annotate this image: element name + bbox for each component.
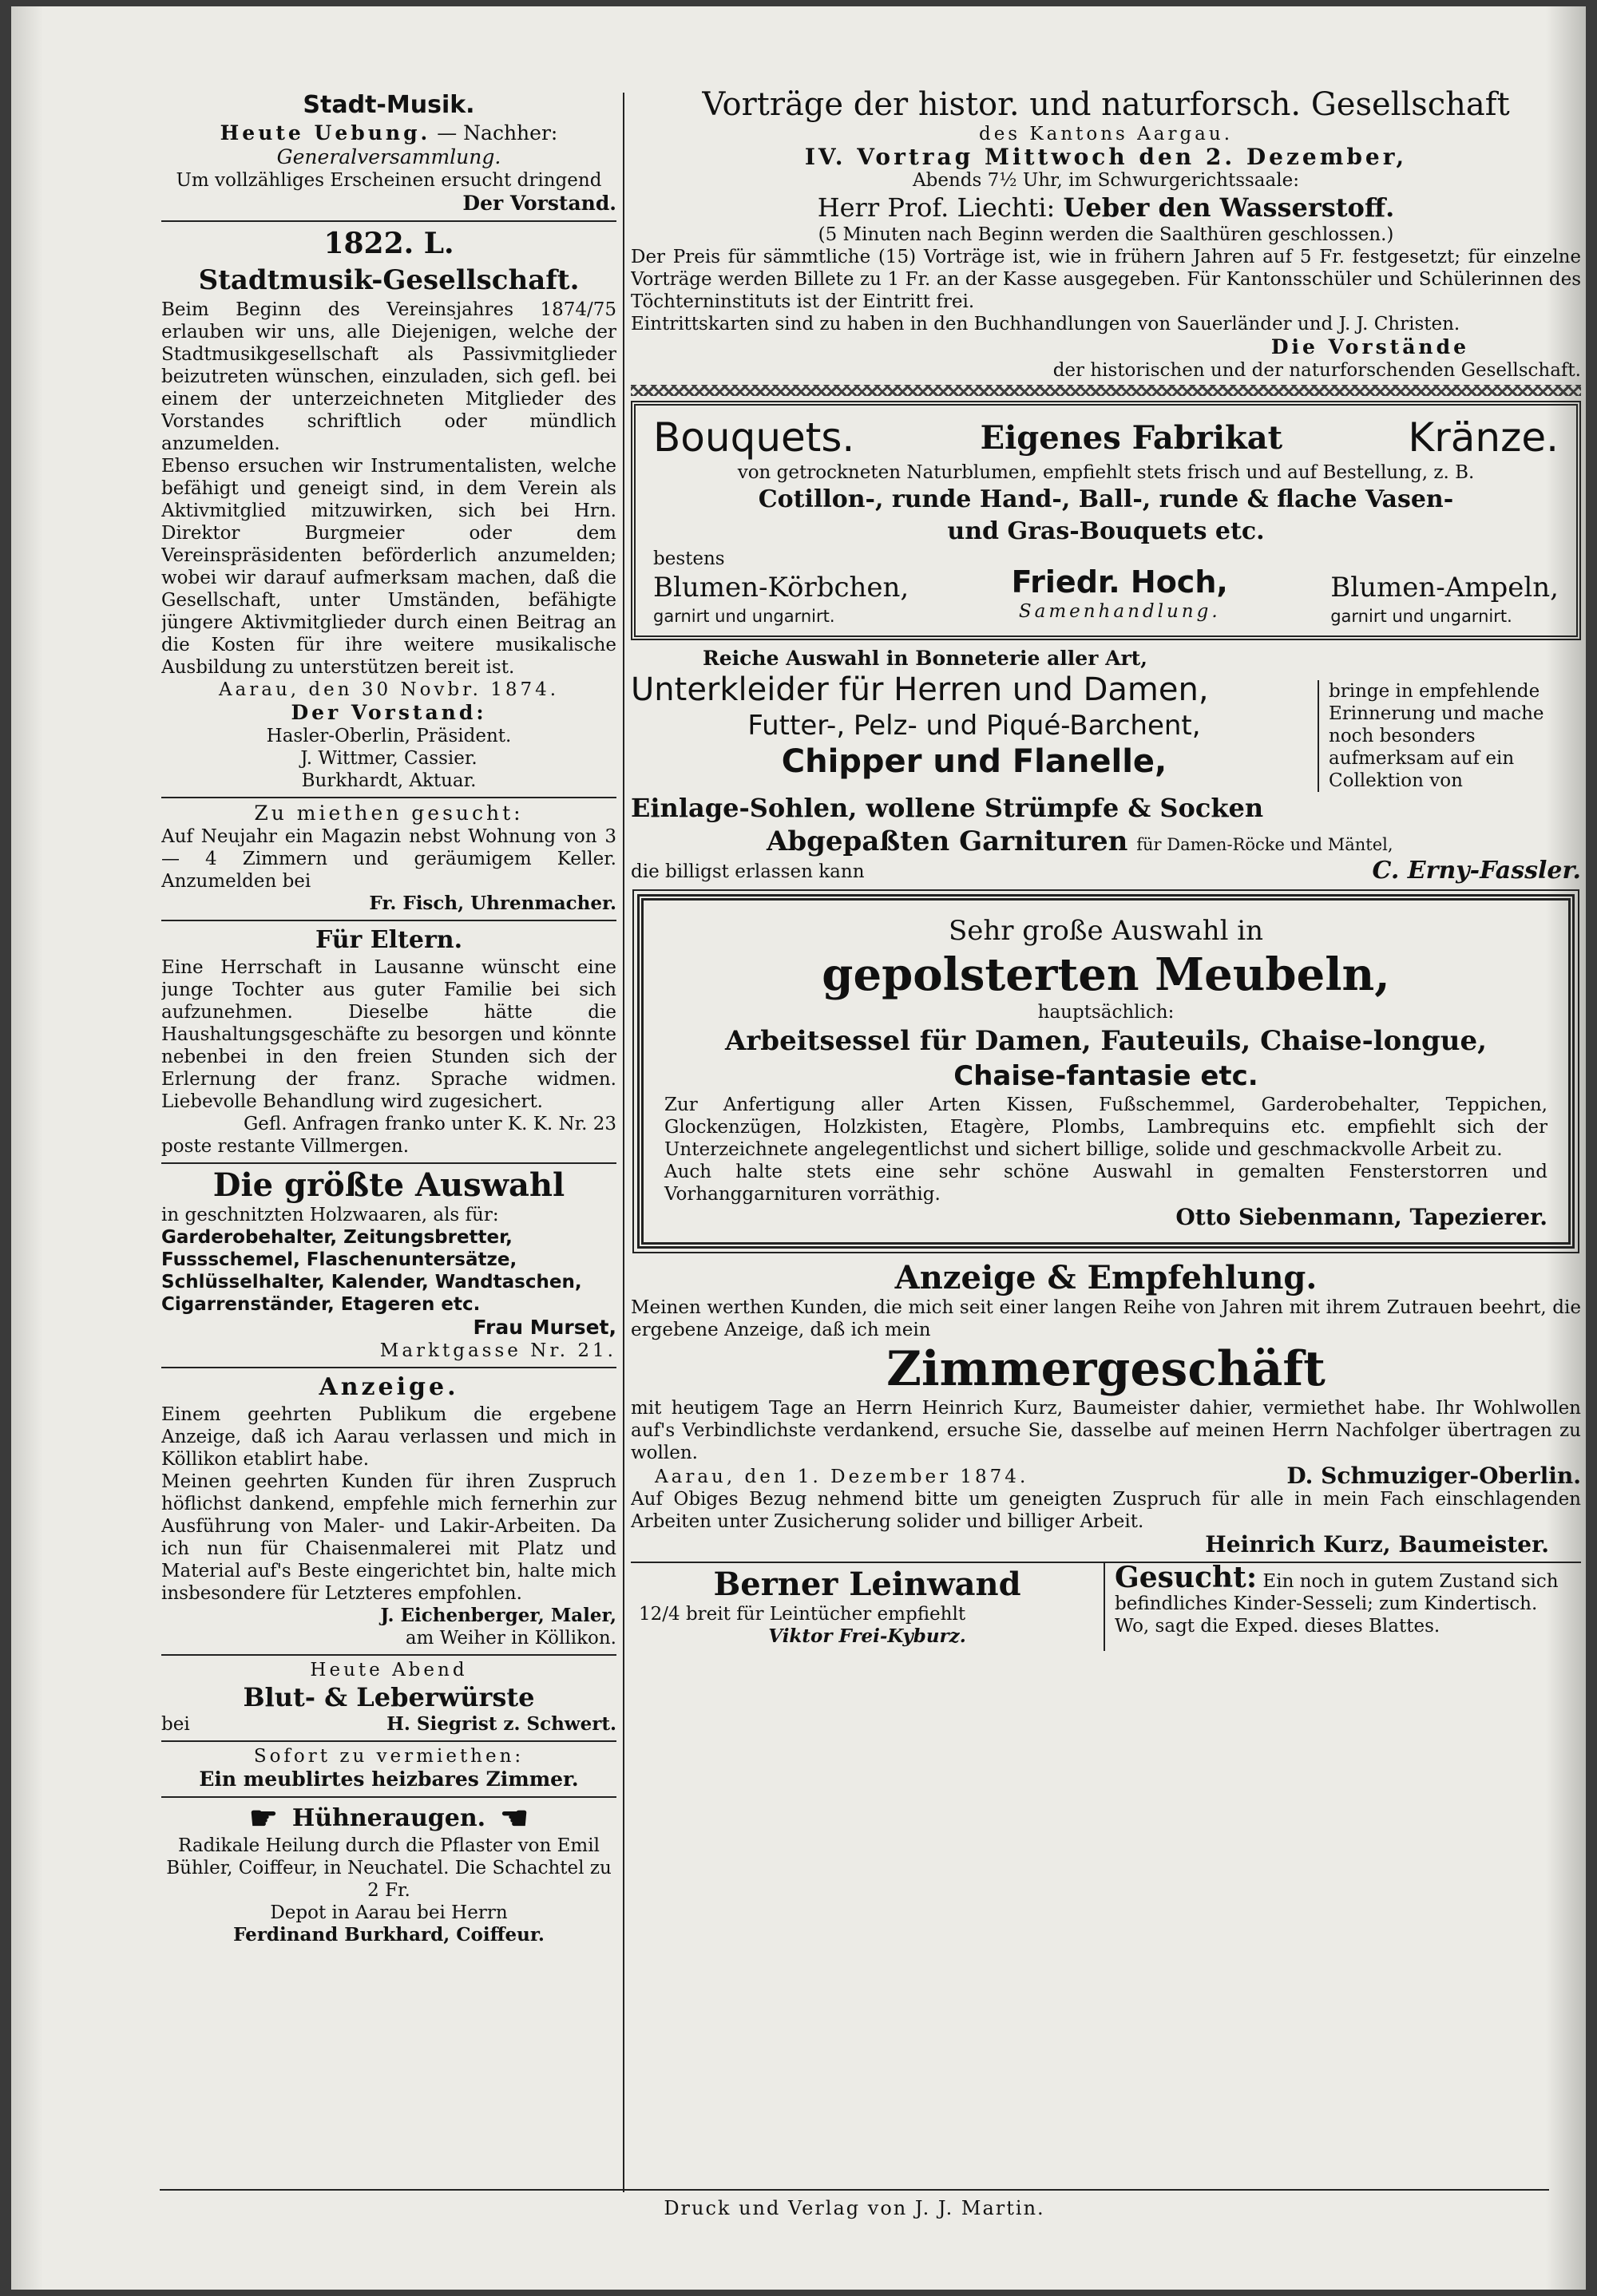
ad-wurst [161,1656,616,1742]
gesellschaft-member-2: J. Wittmer, Cassier. [300,748,478,769]
footer-rule [160,2189,1549,2191]
anzeige-body2: Meinen geehrten Kunden für ihren Zuspruch höflichst dankend, empfehle mich fernerhin zur Ausführung von Maler- und Lakir-Arbeiten. Da ich nun für Chaisenmalerei mit Platz und Material auf's Beste eingerichtet bin, halte mich insbesondere für Letzteres empfohlen. [161,1471,616,1604]
ad-vortraege [631,86,1581,382]
bonneterie-line5: Einlage-Sohlen, wollene Strümpfe & Socken [631,793,1264,823]
ad-gesucht [1105,1563,1581,1651]
vortraege-speaker: Herr Prof. Liechti: [817,192,1056,223]
bonneterie-line4: Chipper und Flanelle, [781,743,1167,780]
bonneterie-line6: Abgepaßten Garnituren [767,825,1128,857]
vortraege-line2: Abends 7½ Uhr, im Schwurgerichtssaale: [913,170,1299,191]
meubeln-body: Zur Anfertigung aller Arten Kissen, Fußschemmel, Garderobehalter, Teppichen, Glockenzügen, Holzkisten, Etagère, Plombs, Lambrequins etc. empfiehlt sich der Unterzeichnete angelegentlichst und sichert billige, solide und geschmackvolle Arbeit zu. [664,1095,1547,1160]
vortraege-line4: (5 Minuten nach Beginn werden die Saalthüren geschlossen.) [818,224,1394,245]
bonneterie-sign: C. Erny-Fassler. [1372,857,1581,885]
bouquets-heading-left: Bouquets. [653,414,855,461]
ad-miethen [161,798,616,921]
meubeln-sign: Otto Siebenmann, Tapezierer. [1175,1204,1547,1230]
gesucht-title: Gesucht: [1115,1561,1258,1594]
bonneterie-line2: Unterkleider für Herren und Damen, [631,671,1209,708]
gesellschaft-date: Aarau, den 30 Novbr. 1874. [218,679,560,700]
miethen-body: Auf Neujahr ein Magazin nebst Wohnung von 3 — 4 Zimmern und geräumigem Keller. Anzumelden bei [161,826,616,892]
anzeige-addr: am Weiher in Köllikon. [405,1628,616,1649]
column-divider [623,93,624,2192]
ad-empfehlung [631,1260,1581,1563]
pointing-hand-right-icon: ☛ [249,1799,278,1837]
empfehlung-body3: Auf Obiges Bezug nehmend bitte um geneigten Zuspruch für alle in mein Fach einschlagenden Arbeiten unter Zusicherung solider und billiger Arbeit. [631,1489,1581,1532]
bonneterie-line3: Futter-, Pelz- und Piqué-Barchent, [747,710,1201,742]
bottom-row [631,1563,1581,1651]
huehner-line2: Depot in Aarau bei Herrn [270,1902,508,1923]
ad-leinwand [631,1563,1105,1651]
vortraege-title: Vorträge der histor. und naturforsch. Gesellschaft [702,86,1510,123]
bonneterie-line6b: für Damen-Röcke und Mäntel, [1136,835,1393,854]
huehner-sign: Ferdinand Burkhard, Coiffeur. [233,1924,545,1946]
leinwand-title: Berner Leinwand [713,1566,1021,1603]
gesellschaft-title: Stadtmusik-Gesellschaft. [198,264,580,296]
stadtmusik-line1b: — Nachher: [437,121,558,144]
wurst-name: H. Siegrist z. Schwert. [386,1713,616,1735]
bouquets-garnirt-right: garnirt und ungarnirt. [1330,607,1512,626]
bouquets-garnirt-left: garnirt und ungarnirt. [653,607,835,626]
empfehlung-sign2: Heinrich Kurz, Baumeister. [1205,1531,1549,1558]
vermiethen-line1: Sofort zu vermiethen: [253,1746,525,1767]
left-column [161,86,616,2194]
gesellschaft-member-3: Burkhardt, Aktuar. [301,770,477,791]
vortraege-sub: des Kantons Aargau. [978,124,1234,144]
vortraege-line1: IV. Vortrag Mittwoch den 2. Dezember, [804,144,1408,170]
anzeige-title: Anzeige. [319,1373,459,1401]
bouquets-heading-right: Kränze. [1408,414,1559,461]
vortraege-topic: Ueber den Wasserstoff. [1063,192,1395,223]
empfehlung-title: Anzeige & Empfehlung. [894,1259,1318,1296]
vortraege-body2: Eintrittskarten sind zu haben in den Buchhandlungen von Sauerländer und J. J. Christen. [631,314,1460,335]
meubeln-line3: hauptsächlich: [1037,1002,1175,1023]
bonneterie-side: bringe in empfehlende Erinnerung und mache noch besonders aufmerksam auf ein Collektion von [1329,681,1544,791]
bonneterie-line7: die billigst erlassen kann [631,861,865,882]
ad-bouquets [631,401,1581,640]
vortraege-sign2: der historischen und der naturforschenden Gesellschaft. [1052,360,1581,381]
stadtmusik-sign: Der Vorstand. [462,192,616,215]
gesellschaft-member-1: Hasler-Oberlin, Präsident. [266,726,512,746]
wurst-line1: Heute Abend [310,1660,468,1680]
vortraege-body: Der Preis für sämmtliche (15) Vorträge ist, wie in frühern Jahren auf 5 Fr. festgesetzt; für einzelne Vorträge werden Billete zu 1 Fr. an der Kasse ausgegeben. Für Kantonsschüler und Schülerinnen des Töchterninstituts ist der Eintritt frei. [631,247,1581,312]
empfehlung-body: Meinen werthen Kunden, die mich seit einer langen Reihe von Jahren mit ihrem Zutrauen beehrt, die ergebene Anzeige, daß ich mein [631,1297,1581,1340]
meubeln-line1: Sehr große Auswahl in [948,915,1264,947]
auswahl-title: Die größte Auswahl [212,1166,565,1204]
empfehlung-body2: mit heutigem Tage an Herrn Heinrich Kurz, Baumeister dahier, vermiethet habe. Ihr Wohlwollen auf's Verbindlichste verdankend, ersuche Sie, dasselbe auf meinen Herrn Nachfolger übertragen zu wollen. [631,1398,1581,1463]
ad-vermiethen [161,1742,616,1798]
meubeln-body2: Auch halte stets eine sehr schöne Auswahl in gemalten Fensterstorren und Vorhanggarnituren vorräthig. [664,1162,1547,1205]
empfehlung-date: Aarau, den 1. Dezember 1874. [655,1467,1029,1487]
gesellschaft-body2: Ebenso ersuchen wir Instrumentalisten, welche befähigt und geneigt sind, in dem Verein als Aktivmitglied mitzuwirken, sich bei Hrn. Direktor Burgmeier oder dem Vereinspräsidenten beförderlich anzumelden; wobei wir darauf aufmerksam machen, daß die Gesellschaft, unter Umständen, befähigte jüngere Aktivmitglieder durch einen Beitrag an die Kosten für ihre weitere musikalische Ausbildung zu unterstützen bereit ist. [161,456,616,678]
stadtmusik-line2: Generalversammlung. [276,145,501,168]
stadtmusik-line1a: Heute Uebung. [220,121,431,144]
bouquets-left-item: Blumen-Körbchen, [653,572,909,604]
eltern-line3: poste restante Villmergen. [161,1136,410,1157]
anzeige-body: Einem geehrten Publikum die ergebene Anzeige, daß ich Aarau verlassen und mich in Köllikon etablirt habe. [161,1404,616,1470]
ad-bonneterie [631,647,1581,883]
bouquets-right-item: Blumen-Ampeln, [1330,572,1559,604]
empfehlung-sign: D. Schmuziger-Oberlin. [1286,1463,1581,1489]
bouquets-line2: Cotillon-, runde Hand-, Ball-, runde & flache Vasen- [758,485,1454,513]
bouquets-heading-mid: Eigenes Fabrikat [980,418,1283,457]
vermiethen-line2: Ein meublirtes heizbares Zimmer. [199,1768,579,1791]
huehner-body: Radikale Heilung durch die Pflaster von Emil Bühler, Coiffeur, in Neuchatel. Die Schachtel zu 2 Fr. [166,1835,612,1901]
auswahl-intro: in geschnitzten Holzwaaren, als für: [161,1205,499,1225]
ad-meubeln [637,894,1575,1249]
pointing-hand-left-icon: ☚ [500,1799,529,1837]
newspaper-page [11,6,1586,2290]
auswahl-addr: Marktgasse Nr. 21. [379,1340,616,1361]
gesellschaft-number: 1822. L. [323,227,454,260]
ad-auswahl [161,1164,616,1368]
ad-eltern [161,921,616,1164]
bouquets-line3: und Gras-Bouquets etc. [947,517,1265,545]
bouquets-role: Samenhandlung. [1018,601,1221,622]
right-column [631,86,1581,2194]
page-edge-left [11,6,43,2290]
leinwand-line1: 12/4 breit für Leintücher empfiehlt [639,1604,966,1625]
auswahl-sign: Frau Murset, [473,1316,616,1339]
eltern-line2: Gefl. Anfragen franko unter K. K. Nr. 23 [243,1114,616,1134]
meubeln-line4: Arbeitsessel für Damen, Fauteuils, Chaise-longue, [725,1025,1487,1057]
wurst-line2: Blut- & Leberwürste [243,1682,535,1712]
bouquets-line1: von getrockneten Naturblumen, empfiehlt stets frisch und auf Bestellung, z. B. [737,462,1475,483]
auswahl-items: Garderobehalter, Zeitungsbretter, Fussschemel, Flaschenuntersätze, Schlüsselhalter, Kalender, Wandtaschen, Cigarrenständer, Etageren etc. [161,1227,582,1315]
empfehlung-big: Zimmergeschäft [886,1341,1326,1397]
bouquets-bestens: bestens [653,548,725,569]
ornamental-border [631,385,1581,396]
ad-anzeige [161,1368,616,1656]
bonneterie-line1: Reiche Auswahl in Bonneterie aller Art, [703,647,1147,670]
imprint: Druck und Verlag von J. J. Martin. [664,2197,1045,2219]
leinwand-sign: Viktor Frei-Kyburz. [768,1625,966,1647]
ad-huehner [161,1798,616,1946]
ad-gesellschaft [161,222,616,798]
meubeln-line2: gepolsterten Meubeln, [822,948,1390,1001]
gesellschaft-body: Beim Beginn des Vereinsjahres 1874/75 erlauben wir uns, alle Diejenigen, welche der Stadtmusikgesellschaft als Passivmitglieder beizutreten wünschen, einzuladen, sich gefl. bei einem der unterzeichneten Mitglieder des Vorstandes schriftlich oder mündlich anzumelden. [161,299,616,454]
stadtmusik-line3: Um vollzähliges Erscheinen ersucht dringend [176,170,602,191]
eltern-body: Eine Herrschaft in Lausanne wünscht eine junge Tochter aus guter Familie bei sich aufzunehmen. Dieselbe hätte die Haushaltungsgeschäfte zu besorgen und könnte nebenbei in den freien Stunden sich der Erlernung der franz. Sprache widmen. Liebevolle Behandlung wird zugesichert. [161,957,616,1112]
wurst-bei: bei [161,1714,190,1735]
gesucht-body: Ein noch in gutem Zustand sich befindliches Kinder-Sesseli; zum Kindertisch. Wo, sagt die Exped. dieses Blattes. [1115,1571,1559,1637]
miethen-sign: Fr. Fisch, Uhrenmacher. [369,893,616,914]
bouquets-name: Friedr. Hoch, [1011,564,1228,600]
vortraege-sign: Die Vorstände [1270,335,1469,358]
stadtmusik-title: Stadt-Musik. [303,91,475,119]
meubeln-line5: Chaise-fantasie etc. [953,1060,1258,1092]
anzeige-sign: J. Eichenberger, Maler, [380,1605,616,1626]
ad-stadtmusik [161,86,616,222]
gesellschaft-vorstand: Der Vorstand: [291,701,487,724]
miethen-title: Zu miethen gesucht: [254,802,524,825]
huehner-title: Hühneraugen. [291,1804,486,1832]
eltern-title: Für Eltern. [315,926,463,954]
